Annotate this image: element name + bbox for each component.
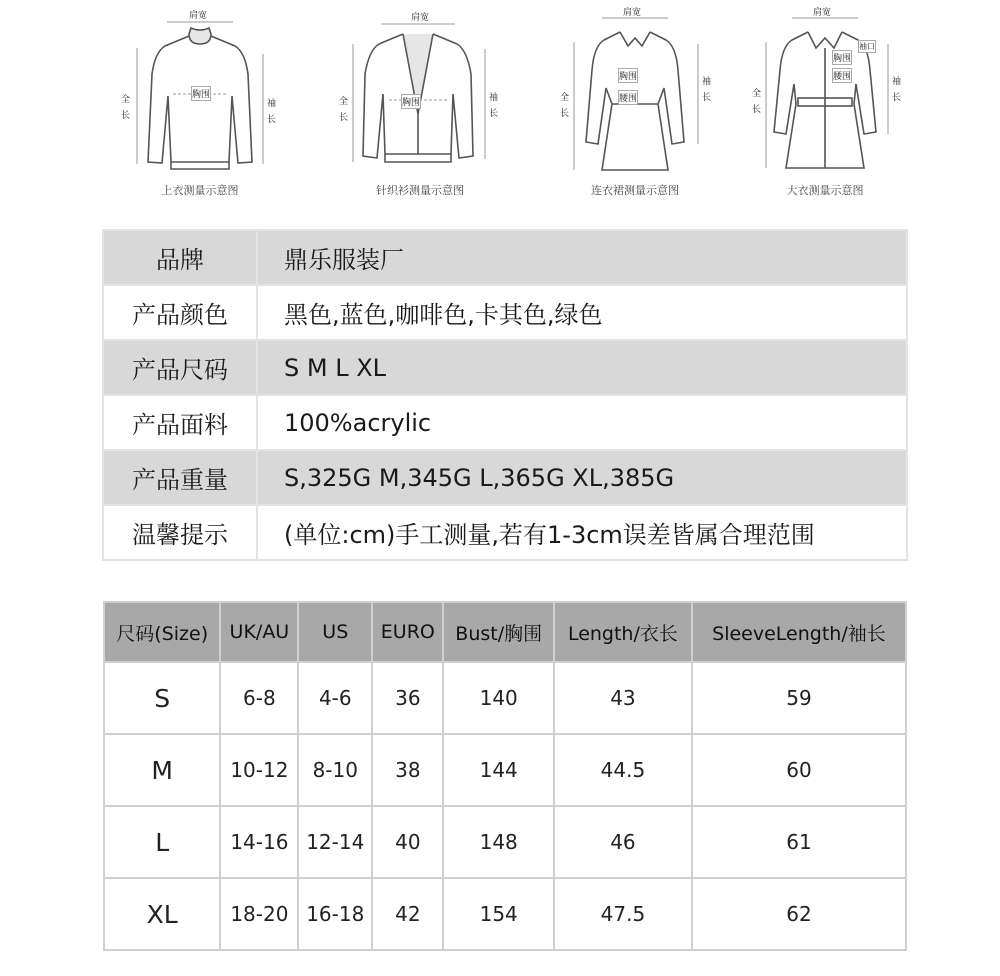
header-sleeve-length: SleeveLength/袖长: [693, 603, 905, 661]
us-cell: 12-14: [299, 807, 371, 877]
cuff-label: 袖口: [859, 42, 875, 51]
bust-cell: 148: [444, 807, 552, 877]
waist-label: 腰围: [618, 90, 638, 105]
diagram-caption: 上衣测量示意图: [161, 184, 239, 197]
euro-cell: 42: [373, 879, 442, 949]
size-cell: S: [105, 663, 219, 733]
sleeve-label-1: 袖: [489, 93, 499, 103]
info-row-size: [103, 340, 907, 395]
sleeve-label-1: 袖: [702, 77, 712, 87]
info-value: (单位:cm)手工测量,若有1-3cm误差皆属合理范围: [257, 505, 907, 560]
measurement-diagrams: [0, 0, 1000, 210]
coat-measurement-diagram: [710, 4, 940, 204]
cardigan-measurement-diagram: [305, 4, 535, 204]
diagram-caption: 大衣测量示意图: [786, 184, 864, 197]
sleeve-label-2: 长: [267, 115, 277, 125]
bust-cell: 144: [444, 735, 552, 805]
sleeve-label-2: 长: [892, 93, 902, 103]
length-cell: 47.5: [555, 879, 691, 949]
length-label-1: 全: [121, 95, 131, 105]
size-chart-table: [103, 601, 907, 951]
header-bust: Bust/胸围: [444, 603, 552, 661]
shoulder-label: 肩宽: [411, 13, 430, 23]
shoulder-label: 肩宽: [813, 8, 832, 18]
sleeve-length-cell: 59: [693, 663, 905, 733]
info-row-weight: [103, 450, 907, 505]
size-cell: M: [105, 735, 219, 805]
euro-cell: 40: [373, 807, 442, 877]
info-row-fabric: [103, 395, 907, 450]
uk-au-cell: 10-12: [221, 735, 297, 805]
table-row: [105, 735, 905, 805]
sleeve-label-1: 袖: [267, 99, 277, 109]
waist-label: 腰围: [832, 68, 852, 83]
length-label-2: 长: [560, 109, 570, 119]
length-label-1: 全: [560, 93, 570, 103]
chest-label: 胸围: [618, 68, 638, 83]
sleeve-length-cell: 60: [693, 735, 905, 805]
size-cell: XL: [105, 879, 219, 949]
header-us: US: [299, 603, 371, 661]
shoulder-label: 肩宽: [623, 8, 642, 18]
info-label: 品牌: [103, 230, 257, 285]
table-row: [105, 663, 905, 733]
sleeve-label-2: 长: [489, 109, 499, 119]
header-length: Length/衣长: [555, 603, 691, 661]
info-value: S M L XL: [257, 340, 907, 395]
length-cell: 43: [555, 663, 691, 733]
chest-label: 胸围: [832, 50, 852, 65]
info-label: 产品重量: [103, 450, 257, 505]
table-row: [105, 879, 905, 949]
diagram-caption: 针织衫测量示意图: [376, 184, 464, 197]
diagram-caption: 连衣裙测量示意图: [591, 184, 679, 197]
uk-au-cell: 18-20: [221, 879, 297, 949]
sleeve-label-1: 袖: [892, 77, 902, 87]
euro-cell: 38: [373, 735, 442, 805]
sleeve-length-cell: 61: [693, 807, 905, 877]
info-value: 鼎乐服装厂: [257, 230, 907, 285]
top-measurement-diagram: [85, 4, 315, 204]
euro-cell: 36: [373, 663, 442, 733]
info-value: 100%acrylic: [257, 395, 907, 450]
info-value: 黑色,蓝色,咖啡色,卡其色,绿色: [257, 285, 907, 340]
chest-label: 胸围: [401, 94, 421, 109]
header-euro: EURO: [373, 603, 442, 661]
info-value: S,325G M,345G L,365G XL,385G: [257, 450, 907, 505]
info-label: 温馨提示: [103, 505, 257, 560]
us-cell: 8-10: [299, 735, 371, 805]
bust-cell: 140: [444, 663, 552, 733]
product-info-table: [102, 229, 908, 561]
sleeve-length-cell: 62: [693, 879, 905, 949]
bust-cell: 154: [444, 879, 552, 949]
sleeve-label-2: 长: [702, 93, 712, 103]
info-row-brand: [103, 230, 907, 285]
length-label-1: 全: [752, 89, 762, 99]
length-label-2: 长: [752, 105, 762, 115]
info-row-tip: [103, 505, 907, 560]
us-cell: 4-6: [299, 663, 371, 733]
uk-au-cell: 6-8: [221, 663, 297, 733]
us-cell: 16-18: [299, 879, 371, 949]
length-cell: 46: [555, 807, 691, 877]
length-cell: 44.5: [555, 735, 691, 805]
size-table-header-row: [105, 603, 905, 661]
chest-label: 胸围: [191, 86, 211, 101]
header-uk-au: UK/AU: [221, 603, 297, 661]
coat-drawing: [710, 4, 940, 184]
uk-au-cell: 14-16: [221, 807, 297, 877]
header-size: 尺码(Size): [105, 603, 219, 661]
info-label: 产品颜色: [103, 285, 257, 340]
table-row: [105, 807, 905, 877]
length-label-2: 长: [121, 111, 131, 121]
info-label: 产品尺码: [103, 340, 257, 395]
info-row-color: [103, 285, 907, 340]
shoulder-label: 肩宽: [189, 11, 208, 21]
size-cell: L: [105, 807, 219, 877]
info-label: 产品面料: [103, 395, 257, 450]
length-label-1: 全: [339, 97, 349, 107]
length-label-2: 长: [339, 113, 349, 123]
